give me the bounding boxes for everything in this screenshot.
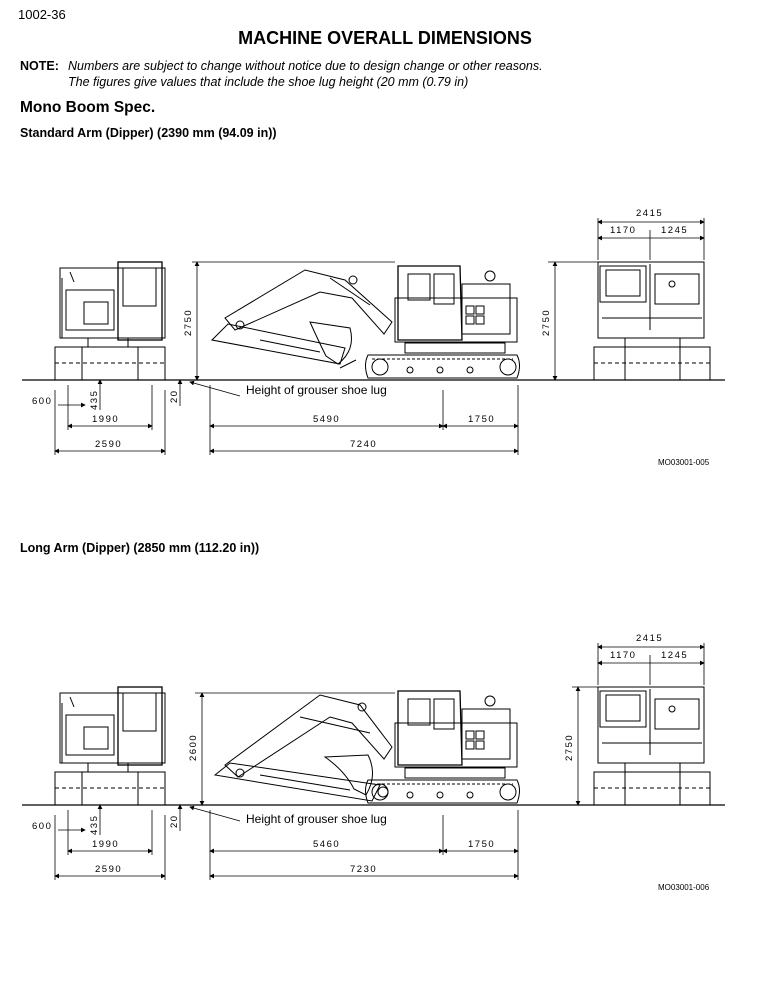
rear-view-left [55, 262, 165, 380]
front-view-right [594, 687, 710, 805]
dim-lug-height: 20 [169, 389, 180, 403]
dim-top-left: 1170 [610, 650, 637, 661]
dim-front-length: 5460 [313, 839, 341, 850]
dim-top-left: 1170 [610, 225, 637, 236]
dim-counterweight-height: 600 [32, 821, 53, 832]
dim-lug-small: 435 [89, 814, 100, 835]
dim-overall-track: 2590 [95, 439, 123, 450]
dim-lug-small: 435 [89, 389, 100, 410]
note-label: NOTE: [20, 59, 59, 73]
grouser-lug-callout: Height of grouser shoe lug [246, 812, 387, 826]
figure-heading-long-arm: Long Arm (Dipper) (2850 mm (112.20 in)) [20, 541, 260, 555]
front-view-right [594, 262, 710, 380]
dim-rear-length: 1750 [468, 414, 496, 425]
dim-front-length: 5490 [313, 414, 341, 425]
rear-view-left [55, 687, 165, 805]
dim-top-right: 1245 [661, 225, 689, 236]
dim-tail-length: 1990 [92, 839, 120, 850]
dim-rear-length: 1750 [468, 839, 496, 850]
side-view-excavator [215, 691, 520, 803]
dim-counterweight-height: 600 [32, 396, 53, 407]
dim-top-width: 2415 [636, 633, 664, 644]
dim-tail-length: 1990 [92, 414, 120, 425]
note-line-2: The figures give values that include the shoe lug height (20 mm (0.79 in) [68, 75, 469, 89]
dim-overall-length: 7240 [350, 439, 378, 450]
section-title: Mono Boom Spec. [20, 99, 156, 116]
dim-overall-track: 2590 [95, 864, 123, 875]
standard-arm-dimension-drawing [0, 200, 770, 475]
dim-rear-height: 2750 [541, 308, 552, 336]
dim-overall-length: 7230 [350, 864, 378, 875]
grouser-lug-callout: Height of grouser shoe lug [246, 383, 387, 397]
side-view-excavator [212, 266, 520, 378]
figure-heading-standard-arm: Standard Arm (Dipper) (2390 mm (94.09 in)) [20, 126, 277, 140]
dim-side-height: 2750 [183, 308, 194, 336]
dim-top-right: 1245 [661, 650, 689, 661]
note-line-1: Numbers are subject to change without notice due to design change or other reasons. [68, 59, 543, 73]
page-number: 1002-36 [18, 7, 66, 22]
figure-reference: MO03001-006 [658, 883, 710, 892]
long-arm-dimension-drawing [0, 625, 770, 900]
dim-side-height: 2600 [188, 733, 199, 761]
page-title: MACHINE OVERALL DIMENSIONS [238, 28, 532, 48]
dim-rear-height: 2750 [564, 733, 575, 761]
figure-reference: MO03001-005 [658, 458, 710, 467]
dim-top-width: 2415 [636, 208, 664, 219]
dim-lug-height: 20 [169, 814, 180, 828]
